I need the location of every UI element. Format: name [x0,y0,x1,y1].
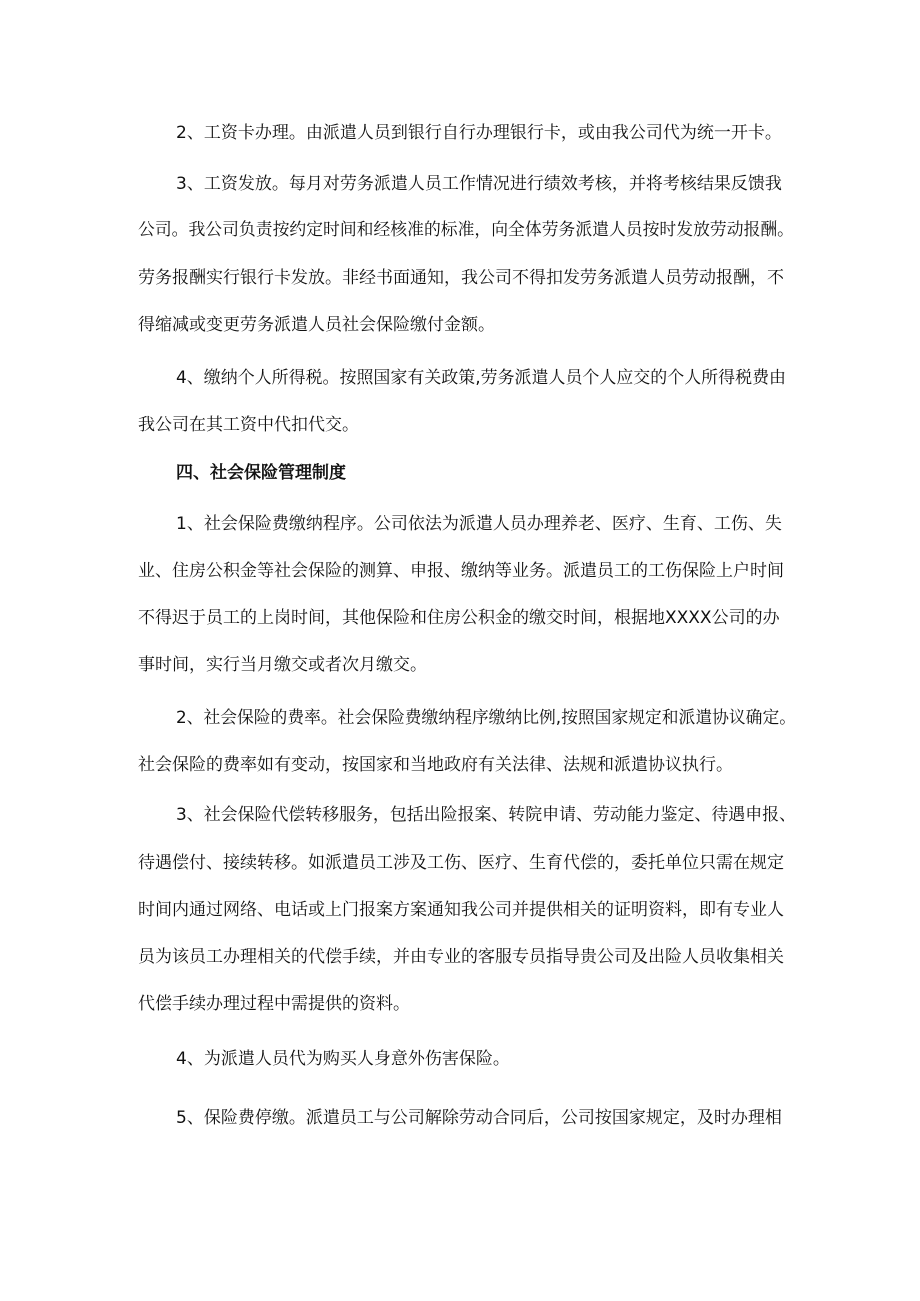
item-2-salary-card-line: 2、工资卡办理。由派遣人员到银行自行办理银行卡，或由我公司代为统一开卡。 [176,123,782,143]
item-3-salary-payment-line-1: 3、工资发放。每月对劳务派遣人员工作情况进行绩效考核，并将考核结果反馈我 [176,174,782,194]
insurance-item-3-line-5: 代偿手续办理过程中需提供的资料。 [138,994,410,1014]
insurance-item-4-line-1: 4、为派遣人员代为购买人身意外伤害保险。 [176,1049,510,1069]
insurance-item-1-line-2: 业、住房公积金等社会保险的测算、申报、缴纳等业务。派遣员工的工伤保险上户时间 [138,561,784,581]
item-3-salary-payment-line-3: 劳务报酬实行银行卡发放。非经书面通知，我公司不得扣发劳务派遣人员劳动报酬，不 [138,268,784,288]
insurance-item-5-line-1: 5、保险费停缴。派遣员工与公司解除劳动合同后，公司按国家规定，及时办理相 [176,1108,782,1128]
insurance-item-1-line-4: 事时间，实行当月缴交或者次月缴交。 [138,655,427,675]
insurance-item-2-line-1: 2、社会保险的费率。社会保险费缴纳程序缴纳比例,按照国家规定和派遣协议确定。 [176,708,796,728]
insurance-item-2-line-2: 社会保险的费率如有变动，按国家和当地政府有关法律、法规和派遣协议执行。 [138,755,733,775]
insurance-item-1-line-1: 1、社会保险费缴纳程序。公司依法为派遣人员办理养老、医疗、生育、工伤、失 [176,514,782,534]
section-heading-social-insurance: 四、社会保险管理制度 [176,463,346,483]
insurance-item-3-line-4: 员为该员工办理相关的代偿手续，并由专业的客服专员指导贵公司及出险人员收集相关 [138,947,784,967]
insurance-item-1-line-3: 不得迟于员工的上岗时间，其他保险和住房公积金的缴交时间，根据地XXXX公司的办 [138,608,780,628]
item-3-salary-payment-line-2: 公司。我公司负责按约定时间和经核准的标准，向全体劳务派遣人员按时发放劳动报酬。 [138,220,794,240]
insurance-item-3-line-3: 时间内通过网络、电话或上门报案方案通知我公司并提供相关的证明资料，即有专业人 [138,900,784,920]
insurance-item-3-line-1: 3、社会保险代偿转移服务，包括出险报案、转院申请、劳动能力鉴定、待遇申报、 [176,805,796,825]
item-3-salary-payment-line-4: 得缩减或变更劳务派遣人员社会保险缴付金额。 [138,315,495,335]
item-4-income-tax-line-2: 我公司在其工资中代扣代交。 [138,415,359,435]
item-4-income-tax-line-1: 4、缴纳个人所得税。按照国家有关政策,劳务派遣人员个人应交的个人所得税费由 [176,368,786,388]
insurance-item-3-line-2: 待遇偿付、接续转移。如派遣员工涉及工伤、医疗、生育代偿的，委托单位只需在规定 [138,853,784,873]
